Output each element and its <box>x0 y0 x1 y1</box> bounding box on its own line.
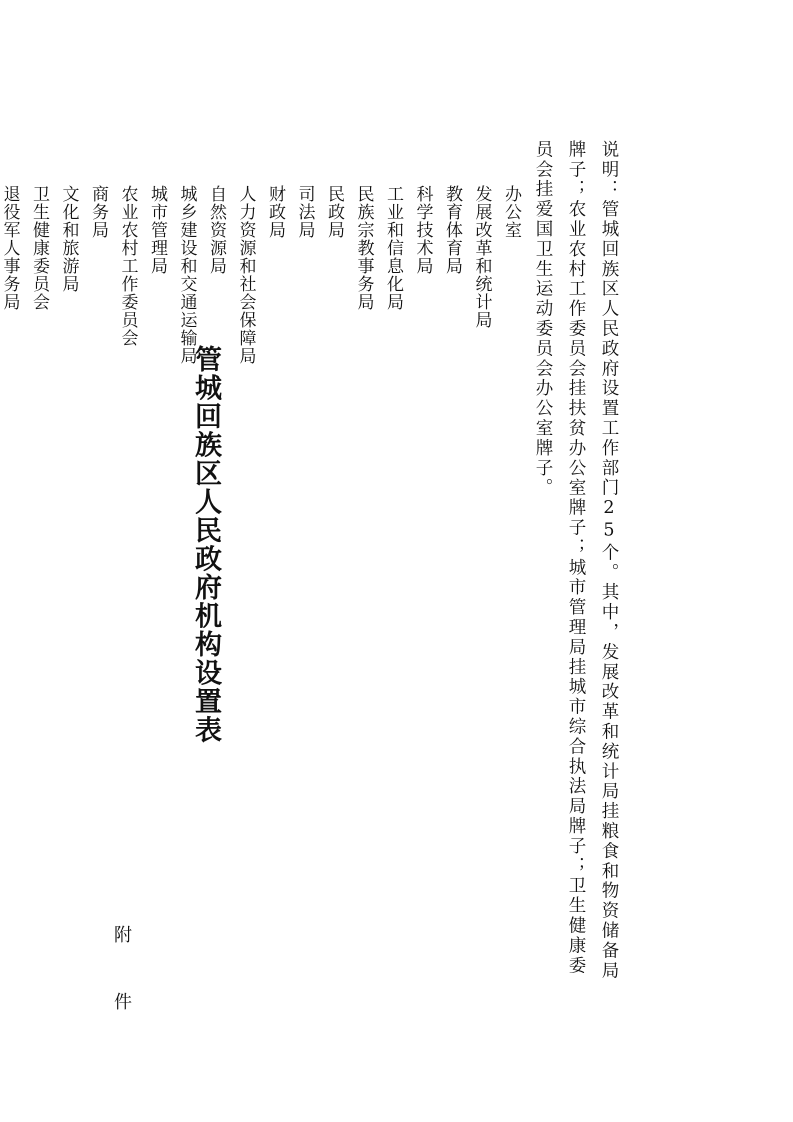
department-item: 城市管理局 <box>147 185 167 275</box>
page-title: 管城回族区人民政府机构设置表 <box>190 345 221 744</box>
department-item: 城乡建设和交通运输局 <box>176 185 197 365</box>
department-item: 工业和信息化局 <box>383 185 403 311</box>
department-item: 发展改革和统计局 <box>471 185 492 329</box>
department-item: 人力资源和社会保障局 <box>235 185 256 365</box>
department-item: 商务局 <box>88 185 108 239</box>
department-item: 自然资源局 <box>206 185 226 275</box>
department-item: 民政局 <box>324 185 344 239</box>
department-item: 文化和旅游局 <box>58 185 79 293</box>
department-item: 农业农村工作委员会 <box>117 185 138 347</box>
department-item: 退役军人事务局 <box>0 185 20 311</box>
department-item: 民族宗教事务局 <box>353 185 374 311</box>
department-item: 科学技术局 <box>412 185 433 275</box>
department-item: 司法局 <box>294 185 315 239</box>
department-item: 办公室 <box>501 185 521 239</box>
department-item: 财政局 <box>265 185 285 239</box>
attachment-label: 附 件 <box>111 925 132 1024</box>
department-item: 卫生健康委员会 <box>29 185 49 311</box>
department-item: 教育体育局 <box>442 185 462 275</box>
explanatory-note: 说明：管城回族区人民政府设置工作部门25个。其中，发展改革和统计局挂粮食和物资储备局牌子；农业农村工作委员会挂扶贫办公室牌子；城市管理局挂城市综合执法局牌子；卫生健康委员会挂爱国卫生运动委员会办公室牌子。 <box>533 140 619 981</box>
